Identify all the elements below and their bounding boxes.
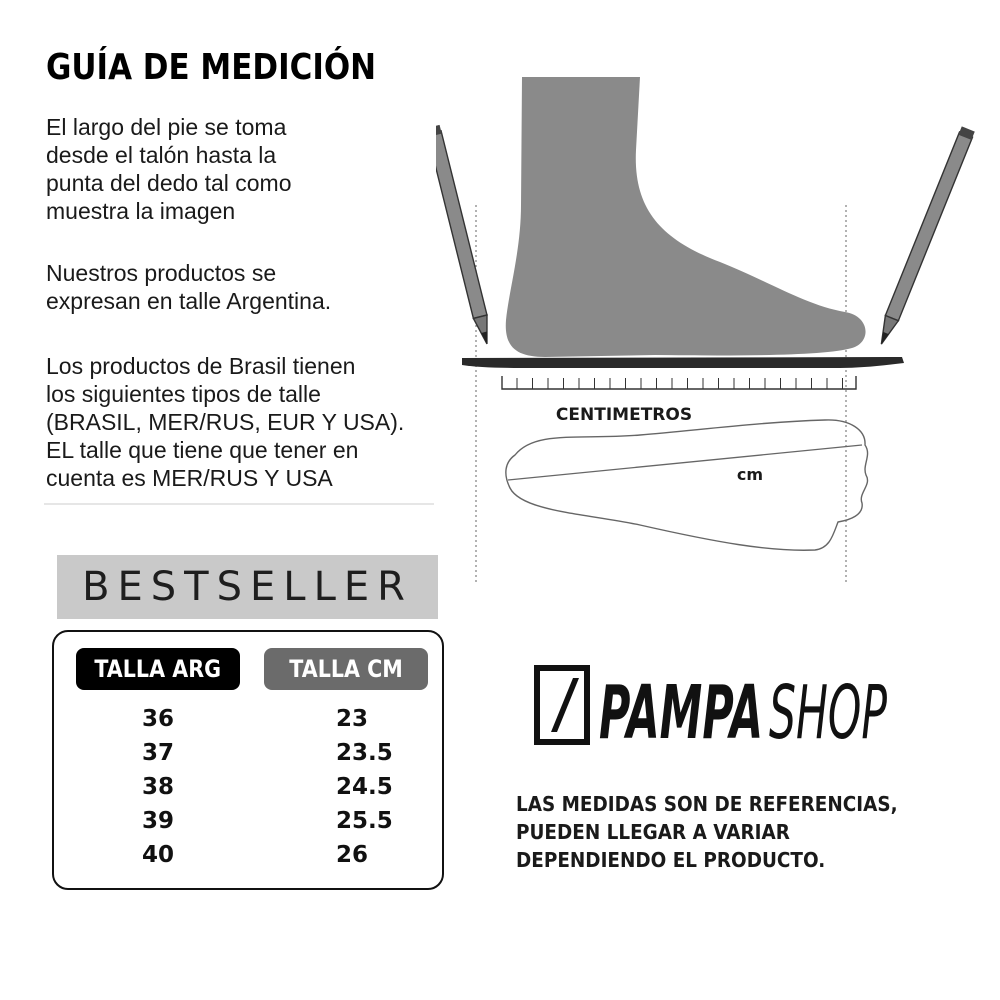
argentina-size-note bbox=[46, 259, 446, 315]
footprint-length-line bbox=[508, 445, 862, 480]
header-label: TALLA CM bbox=[289, 655, 403, 683]
header-talla-arg bbox=[76, 648, 240, 690]
ruler-ticks bbox=[517, 378, 843, 389]
logo-text-pampa: PAMPA bbox=[599, 670, 763, 748]
brasil-size-note bbox=[46, 352, 446, 492]
cell-arg: 38 bbox=[142, 774, 175, 800]
table-row bbox=[54, 804, 442, 838]
text-line: El largo del pie se toma bbox=[46, 114, 287, 140]
size-rows bbox=[54, 702, 442, 872]
banner-label: BESTSELLER bbox=[82, 564, 413, 610]
logo-text-shop: SHOP bbox=[769, 670, 888, 748]
text-line: desde el talón hasta la bbox=[46, 142, 277, 168]
text-line: los siguientes tipos de talle bbox=[46, 381, 321, 407]
unit-label: cm bbox=[736, 465, 764, 484]
footprint-outline bbox=[506, 420, 868, 550]
text-line: (BRASIL, MER/RUS, EUR Y USA). bbox=[46, 409, 405, 435]
measure-instructions bbox=[46, 113, 446, 225]
table-row bbox=[54, 736, 442, 770]
centimeter-ruler bbox=[502, 376, 856, 389]
cell-cm: 25.5 bbox=[336, 808, 393, 834]
cell-cm: 26 bbox=[336, 842, 369, 868]
text-line: punta del dedo tal como bbox=[46, 170, 292, 196]
measure-board bbox=[462, 357, 904, 368]
text-line: Los productos de Brasil tienen bbox=[46, 353, 356, 379]
table-row bbox=[54, 702, 442, 736]
text-line: EL talle que tiene que tener en bbox=[46, 437, 359, 463]
foot-measure-diagram bbox=[436, 70, 976, 590]
text-line: expresan en talle Argentina. bbox=[46, 288, 332, 314]
table-row bbox=[54, 770, 442, 804]
cell-arg: 39 bbox=[142, 808, 175, 834]
cell-cm: 23 bbox=[336, 706, 369, 732]
note-line: PUEDEN LLEGAR A VARIAR bbox=[516, 820, 790, 844]
text-line: Nuestros productos se bbox=[46, 260, 277, 286]
divider bbox=[44, 503, 434, 505]
page-title: GUÍA DE MEDICIÓN bbox=[46, 47, 377, 88]
cell-arg: 36 bbox=[142, 706, 175, 732]
pencil-right-icon bbox=[875, 126, 975, 346]
size-table bbox=[52, 630, 444, 890]
cell-arg: 40 bbox=[142, 842, 175, 868]
pampashop-logo bbox=[533, 662, 893, 748]
note-line: DEPENDIENDO EL PRODUCTO. bbox=[516, 848, 826, 872]
header-label: TALLA ARG bbox=[94, 655, 222, 683]
text-line: muestra la imagen bbox=[46, 198, 236, 224]
ruler-label: CENTIMETROS bbox=[555, 405, 693, 425]
cell-arg: 37 bbox=[142, 740, 175, 766]
table-row bbox=[54, 838, 442, 872]
text-line: cuenta es MER/RUS Y USA bbox=[46, 465, 333, 491]
pencil-left-icon bbox=[436, 125, 494, 346]
bestseller-banner bbox=[57, 555, 438, 619]
header-talla-cm bbox=[264, 648, 428, 690]
cell-cm: 24.5 bbox=[336, 774, 393, 800]
reference-disclaimer bbox=[516, 790, 931, 874]
cell-cm: 23.5 bbox=[336, 740, 393, 766]
foot-silhouette bbox=[506, 77, 866, 357]
note-line: LAS MEDIDAS SON DE REFERENCIAS, bbox=[516, 792, 898, 816]
